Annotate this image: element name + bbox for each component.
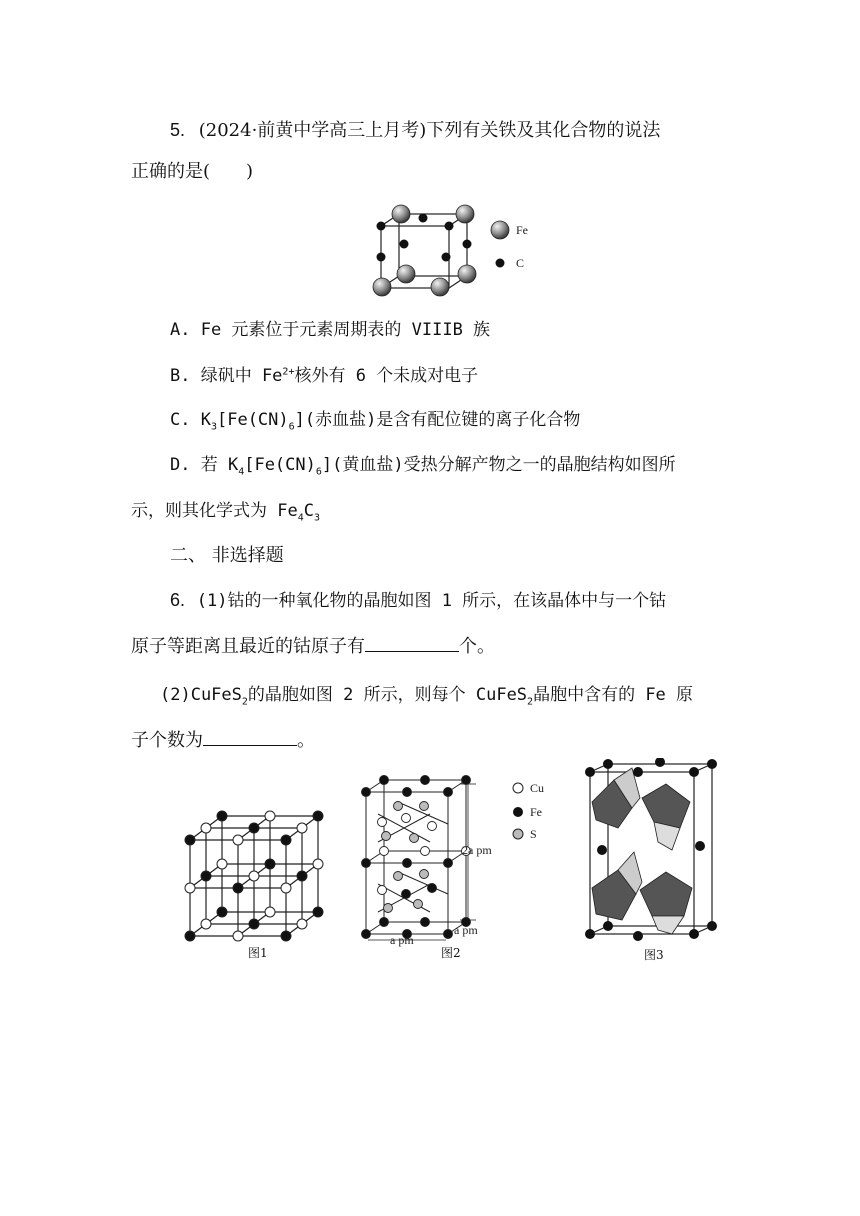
fig2-s-atom [420,870,429,879]
q5-option-c-post: ](赤血盐)是含有配位键的离子化合物 [294,410,581,430]
legend-cu-label: Cu [530,781,545,795]
fig1-oxygen-atom [297,919,307,929]
fig2-s-atom [384,904,393,913]
q5-option-c [170,408,580,432]
q5-option-c-sub1: 3 [210,421,217,433]
fig1-atoms [185,811,323,941]
q5-line1 [170,118,660,143]
q6-part2-sub1: 2 [241,696,248,708]
fig2-s-atom [382,832,391,841]
fig2-fe-atom [421,918,430,927]
q6-part1-line2-post: 个。 [459,636,495,657]
fig1-oxygen-atom [201,919,211,929]
fig2-width-label: a pm [390,933,414,947]
figure-1 [180,800,340,950]
legend-cu-icon [513,783,523,793]
fig1-cobalt-atom [249,919,259,929]
q5-option-d-sub1: 4 [238,466,245,478]
figure-2 [358,772,558,952]
q6-part1-line2-pre: 原子等距离且最近的钴原子有 [131,636,365,657]
q5-option-d2-sub1: 4 [297,512,304,524]
fig2-cu-atom [380,847,389,856]
q5-line2: 正确的是( ) [131,161,254,182]
q5-option-b [170,364,478,388]
fig1-cobalt-atom [217,907,227,917]
legend-fe2-icon [513,807,523,817]
q6-part2-mid: 的晶胞如图 2 所示，则每个 CuFeS [247,685,528,705]
fig2-fe-atom [380,918,389,927]
fig1-cobalt-atom [217,811,227,821]
q6-line4 [131,727,315,753]
q6-answer-blank-1[interactable] [365,633,459,652]
q5-option-c-pre: C. K [170,410,211,430]
fig2-fe-atom [428,884,437,893]
fig1-cobalt-atom [313,907,323,917]
q5-option-d-line2 [131,499,320,523]
legend-fe-icon [491,221,509,239]
fig1-cobalt-atom [297,871,307,881]
fig2-cell-edges [366,780,466,934]
q6-line2 [131,633,495,659]
q6-part2-pre: (2)CuFeS [160,685,242,705]
fig2-height-label: 2a pm [462,843,492,857]
fig2-s-atom [420,802,429,811]
q5-crystal-figure [368,200,548,300]
fig1-oxygen-atom [185,883,195,893]
fig2-cu-atom [378,886,387,895]
fig2-fe-atom [444,788,453,797]
fig2-s-atom [394,872,403,881]
fig1-oxygen-atom [297,823,307,833]
legend-s-icon [513,829,523,839]
fig1-oxygen-atom [201,823,211,833]
q6-part2-line2-post: 。 [297,730,315,751]
q5-option-d-pre: D. 若 K [170,455,239,475]
q5-cell-edges [381,214,467,288]
legend-fe2-label: Fe [530,805,542,819]
fig1-cobalt-atom [281,835,291,845]
q6-part1-line1: (1)钴的一种氧化物的晶胞如图 1 所示，在该晶体中与一个钴 [196,591,667,611]
fig2-atoms [362,776,471,939]
fig2-fe-atom [462,776,471,785]
fig1-oxygen-atom [249,871,259,881]
q5-option-d-post: ](黄血盐)受热分解产物之一的晶胞结构如图所 [321,455,676,475]
fig1-cobalt-atom [201,871,211,881]
fig2-fe-atom [362,788,371,797]
q5-option-d2-sub2: 3 [314,512,321,524]
fig2-cu-atom [428,822,437,831]
fig1-oxygen-atom [265,811,275,821]
fig1-oxygen-atom [313,859,323,869]
q5-option-d-sub2: 6 [315,466,322,478]
fig2-fe-atom [444,859,453,868]
fig2-fe-atom [403,859,412,868]
q5-option-a: A. Fe 元素位于元素周期表的 VIIIB 族 [170,320,491,340]
fig1-oxygen-atom [233,835,243,845]
fig2-s-atom [410,834,419,843]
q6-line3 [160,683,693,707]
q6-number: 6. [170,590,186,610]
q6-line1 [170,588,666,613]
fig1-cobalt-atom [185,835,195,845]
legend-s-label: S [530,827,537,841]
fig1-cobalt-atom [249,823,259,833]
q5-option-b-pre: B. 绿矾中 Fe [170,366,283,386]
q5-option-d-mid: [Fe(CN) [244,455,316,475]
q6-part2-sub2: 2 [527,696,534,708]
fig2-cu-atom [421,847,430,856]
q5-stem: (2024·前黄中学高三上月考)下列有关铁及其化合物的说法 [198,120,661,141]
fig2-depth-label: a pm [454,923,478,937]
q6-part2-post: 晶胞中含有的 Fe 原 [533,685,694,705]
fig2-fe-atom [444,930,453,939]
q5-option-d2-pre: 示，则其化学式为 Fe [131,501,298,521]
fig1-oxygen-atom [217,859,227,869]
fig3-polyhedra [592,768,692,934]
figure-3 [582,758,722,943]
q5-number: 5. [170,120,186,140]
fig2-s-atom [394,802,403,811]
fig2-fe-atom [362,930,371,939]
q5-option-d2-mid: C [303,501,314,521]
q5-option-b-post: 核外有 6 个未成对电子 [294,366,479,386]
fig1-cobalt-atom [265,859,275,869]
fig2-fe-atom [380,776,389,785]
fig2-cu-atom [378,818,387,827]
fig2-s-atom [414,900,423,909]
fig2-fe-atom [421,776,430,785]
fig2-cu-atom [402,814,411,823]
fig2-fe-atom [362,859,371,868]
legend-c-label: C [516,256,525,270]
fig3-caption-text: 图3 [644,948,664,962]
legend-fe-label: Fe [516,223,528,237]
q6-part2-line2-pre: 子个数为 [131,730,203,751]
q5-option-b-sup: 2+ [282,366,295,378]
fig1-cobalt-atom [313,811,323,821]
q5-option-c-mid: [Fe(CN) [216,410,289,430]
fig2-fe-atom [403,788,412,797]
q5-option-d [170,453,676,477]
fig1-oxygen-atom [233,931,243,941]
section-title: 二、 非选择题 [170,545,284,566]
legend-c-icon [496,259,505,268]
fig1-caption-text: 图1 [248,946,268,960]
fig1-oxygen-atom [265,907,275,917]
fig2-fe-atom [402,890,411,899]
q6-answer-blank-2[interactable] [203,727,297,746]
fig1-cobalt-atom [233,883,243,893]
fig1-cobalt-atom [281,931,291,941]
q5-option-c-sub2: 6 [288,421,295,433]
fig1-oxygen-atom [281,883,291,893]
fig2-caption-text: 图2 [441,946,461,960]
fig1-cobalt-atom [185,931,195,941]
